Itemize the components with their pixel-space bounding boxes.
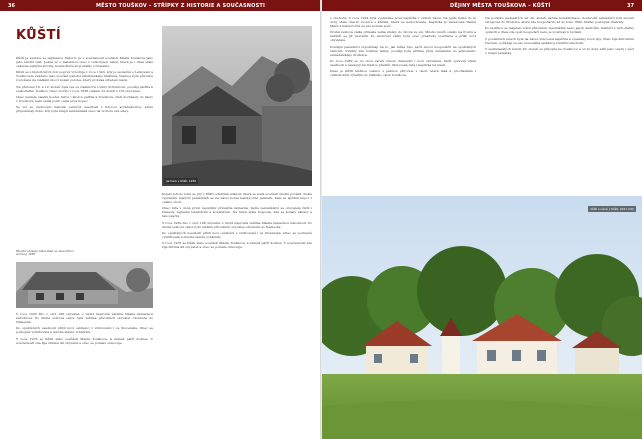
village-color-photo — [322, 196, 642, 439]
paragraph: Na počátku padesátých let 20. století začala kolektivizace. Soukromí zemědělci byli nuceni vstupovat do družstva, které zde hospodařilo až do roku 1990. Statky postupně chátraly. — [485, 16, 634, 25]
historic-photo-image — [162, 26, 312, 186]
left-running-title: MĚSTO TOUŠKOV – STŘÍPKY Z HISTORIE A SOUČASNOSTI — [96, 2, 266, 9]
left-page-column-2 — [162, 192, 312, 428]
right-page — [322, 0, 642, 439]
paragraph: Dnes je Kůští klidnou vesnicí s pěknou přírodou v okolí, která láká k procházkám i cyklistickým výletům do blízkého okolí Touškova. — [330, 69, 476, 78]
paragraph: V sedmdesátých letech 20. století se připojila ke Touškovu a od té doby sdílí jeho osudy i péči o zdejší památky. — [485, 46, 634, 55]
right-page-header — [322, 0, 642, 11]
paragraph: Kůští je vesnice se zajímavou historií. Je v současnosti součástí Města Touškova jako jeho místní část. Jedná se o malebnou obec s velkorysou návsí, která je i dnes stále osázena velkými stromy, kolem které stojí statky s branami. — [16, 56, 153, 69]
right-page-column-2 — [485, 16, 634, 192]
paragraph: V roce 1976 se Kůští stalo součástí Města Touškova, k němuž patří dodnes. V současnosti zde žije zhruba 90 obyvatel a obec se pomalu obnovuje. — [16, 336, 153, 345]
paragraph: V roce 1930 žilo v obci 198 obyvatel, z nichž naprostá většina hlásila německou národnost. Po druhé světové válce byla většina původních obyvatel odsunuta do Německa. — [162, 220, 312, 229]
paragraph: Kůští se z historických dob poprvé vynořuje v roce 1343, kdy je společně s Letkovem a Touškovem uváděno jako součást panství kladrubského kláštera. Vesnice byla původně rozložena na mělkém úbočí kolem potoka, který protéká středem návsi. — [16, 70, 153, 83]
cottage-photo-image — [16, 262, 153, 308]
paragraph: Obec byla v době první republiky převážně německá. Vedle zemědělství se obyvatelé živili i řemesly, zejména tesařstvím a kovářstvím. Na návsi stála hospoda, kde se konaly zábavy a tancovačky. — [162, 206, 312, 219]
left-page-column-1 — [16, 56, 153, 246]
chapter-title: KŮŠTÍ — [16, 28, 61, 43]
paragraph: V posledních letech byla na návsi obnovena kaplička a vysázeny nové lípy. Obec žije kulturním životem, pořádají se zde sousedská setkání a tradiční slavnosti. — [485, 36, 634, 45]
right-page-number: 37 — [627, 2, 634, 9]
right-running-title: DĚJINY MĚSTA TOUŠKOVA – KŮŠTÍ — [450, 2, 551, 9]
paragraph: Obec neměla vlastní kostel, farou i školou patřila k Touškovu. Děti docházely do školy v Touškově, kam vedla polní cesta přes kopec. — [16, 94, 153, 103]
village-photo-image — [322, 196, 642, 439]
paragraph: Pozdější pamětníci vzpomínají na to, jak těžké bylo začít znovu hospodařit na opuštěných statcích. Vznikly zde rodinné farmy, později byla většina půdy začleněna do jednotného zemědělského družstva. — [330, 44, 476, 57]
paragraph: Na přelomu 18. a 19. století byla ves ve vlastnictví rodiny Schönborn, později patřila k velkostatku Touškov. Obec tvořilo v roce 1838 celkem 23 domů s 156 obyvateli. — [16, 84, 153, 93]
photo-caption: Kůští s návsí v Kůští, 2021 (CR) — [590, 207, 634, 211]
paragraph: V roce 1930 žilo v obci 198 obyvatel, z nichž naprostá většina hlásila německou národnost. Po druhé světové válce byla většina původních obyvatel odsunuta do Německa. — [16, 312, 153, 325]
paragraph: Kolem tohoto roku se prý v Kůští odehrála událost, která se stala součástí místní pověsti. Podle vyprávění starých pamětníků se na návsi konal každoročně jarmark, kam se sjížděli kupci z celého okolí. — [162, 192, 312, 205]
paragraph: Po restituci se majetek vrátil původním vlastníkům nebo jejich dědicům. Někteří z nich statky opravili a dnes zde opět hospodaří nebo je využívají k bydlení. — [485, 26, 634, 35]
small-photo-caption: Původní chalupa, která stála na návsi (foto z archivu), 1938 — [16, 250, 74, 257]
paragraph: Do opuštěných usedlostí přišli noví osídlenci z vnitrozemí i ze Slovenska. Obec se postupně vylidňovala a mnohé stavby zchátraly. — [162, 230, 312, 239]
left-page-column-1-continued — [16, 312, 153, 430]
left-page-number: 36 — [8, 2, 15, 9]
left-page — [0, 0, 320, 439]
paragraph: Ve vsi se dochovalo několik cenných usedlostí s lidovou architekturou, které připomínají dobu, kdy byla zdejší zemědělská obec na vrcholu své slávy. — [16, 105, 153, 114]
paragraph: Do opuštěných usedlostí přišli noví osídlenci z vnitrozemí i ze Slovenska. Obec se postupně vylidňovala a mnohé stavby zchátraly. — [16, 326, 153, 335]
paragraph: V roce 1976 se Kůští stalo součástí Města Touškova, k němuž patří dodnes. V současnosti zde žije zhruba 90 obyvatel a obec se pomalu obnovuje. — [162, 241, 312, 250]
left-page-header — [0, 0, 320, 11]
historic-photo-jarmark — [162, 26, 312, 186]
photo-caption: Jarmark v Kůští, 1936 — [166, 179, 196, 183]
paragraph: v obchodu. V roce 1924 byla vystavěna nová kaplička v centru návsi. Na jejím místě do té doby stála obecní zvonice s křížem, která se nedochovala. Kaplička je zasvěcena Panně Marii a každoročně se zde konala pouť. — [330, 16, 476, 29]
paragraph: Po roce 1989 se do obce začali vracet chalupáři i noví obyvatelé, kteří opravují staré usedlosti a navazují na tradice předků. Obnovena byla i kaplička na návsi. — [330, 58, 476, 68]
paragraph: Druhá světová válka přinesla velké změny do života ve vsi. Mnoho mužů odešlo na frontu a někteří se již nevrátili. Po skončení války byla obec prakticky vysídlena a přišli noví obyvatelé. — [330, 30, 476, 43]
historic-photo-cottage — [16, 262, 153, 308]
